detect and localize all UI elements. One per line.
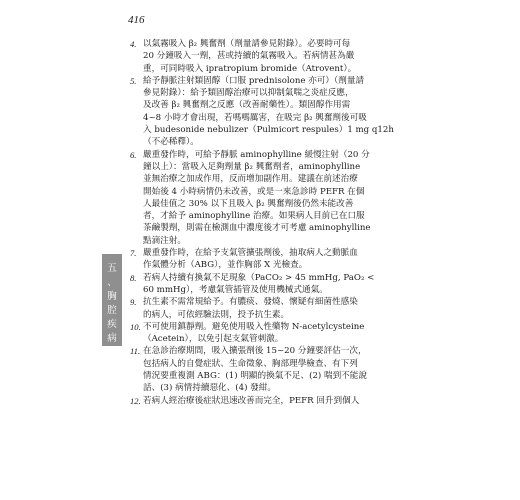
side-tab-char: 、	[107, 277, 117, 288]
item-text	[143, 149, 430, 247]
text-line: 點滴注射。	[143, 235, 186, 246]
side-tab-char: 疾	[107, 319, 117, 330]
list-item	[130, 296, 430, 321]
side-tab-char: 腔	[107, 305, 117, 316]
list-item	[130, 38, 430, 75]
text-line: 者，才給予 aminophylline 治療。如果病人目前已在口服	[143, 211, 365, 222]
text-line: 不可使用鎮靜劑。避免使用吸入性藥物 N-acetylcysteine	[143, 321, 365, 332]
text-line: 20 分鐘吸入一劑，甚或持續的氣霧吸入。若病情甚為嚴	[143, 51, 355, 62]
item-number: 6.	[130, 149, 137, 160]
item-number: 12.	[130, 395, 141, 406]
text-line: 60 mmHg），考慮氣管插管及使用機械式通氣。	[143, 284, 328, 295]
side-tab-char: 胸	[107, 291, 117, 302]
item-text	[143, 247, 430, 272]
text-line: 人最佳值之 30% 以下且吸入 β₂ 興奮劑後仍然未能改善	[143, 198, 354, 209]
text-line: （Acetein），以免引起支氣管刺激。	[143, 334, 284, 345]
side-tab-char: 五	[107, 263, 117, 274]
text-line: 以氣霧吸入 β₂ 興奮劑（劑量請參見附錄）。必要時可每	[143, 39, 351, 49]
list-item	[130, 272, 430, 297]
item-text	[143, 395, 430, 407]
item-number: 11.	[130, 346, 141, 357]
list-item	[130, 321, 430, 346]
text-line: 4~8 小時才會出現，若嗎嗎厲害，在吸完 β₂ 興奮劑後可吸	[143, 112, 367, 123]
item-text	[143, 321, 430, 346]
text-line: 及改善 β₂ 興奮劑之反應（改善耐藥性）。類固醇作用需	[143, 100, 351, 111]
text-line: 話、(3) 病情持續惡化、(4) 發紺。	[143, 383, 276, 394]
item-text	[143, 272, 430, 297]
text-line: 的病人，可依經驗法則，投予抗生素。	[143, 309, 290, 320]
list-item	[130, 395, 430, 407]
text-line: 作氣體分析（ABG），並作胸部 X 光檢查。	[143, 260, 308, 271]
page-number: 416	[128, 14, 145, 26]
text-line: 開始後 4 小時病情仍未改善，或是一來急診時 PEFR 在個	[143, 186, 365, 197]
list-item	[130, 75, 430, 149]
list-item	[130, 149, 430, 247]
list-item	[130, 345, 430, 394]
item-number: 5.	[130, 75, 137, 86]
item-text	[143, 38, 430, 75]
text-line: 參見附錄）：給予類固醇治療可以抑制氣喘之炎症反應，	[143, 88, 354, 99]
text-line: （不必稀釋）。	[143, 137, 199, 148]
text-line: 茶鹼製劑，則需在檢測血中濃度後才可考慮 aminophylline	[143, 223, 371, 234]
text-line: 入 budesonide nebulizer（Pulmicort respules）1 mg q12h	[143, 125, 394, 136]
item-number: 4.	[130, 39, 137, 49]
treatment-list	[130, 38, 430, 407]
text-line: 情況要重複測 ABG：(1) 明顯的換氣不足、(2) 喘到不能說	[143, 371, 367, 382]
text-line: 包括病人的自覺症狀、生命徵象、胸部理學檢查、有下列	[143, 358, 358, 369]
text-line: 鐘以上）：當吸入足夠劑量 β₂ 興奮劑者，aminophylline	[143, 161, 361, 172]
list-item	[130, 247, 430, 272]
chapter-side-tab	[102, 254, 122, 346]
item-text	[143, 345, 430, 394]
text-line: 若病人經治療後症狀迅速改善而完全，PEFR 回升到個人	[143, 395, 360, 406]
text-line: 若病人持續有換氣不足現象（PaCO₂ > 45 mmHg, PaO₂ <	[143, 272, 375, 283]
side-tab-char: 病	[107, 333, 117, 344]
item-text	[143, 75, 430, 149]
text-line: 抗生素不需常規給予。有膿痰、發燒、懷疑有細菌性感染	[143, 297, 358, 308]
item-number: 8.	[130, 272, 137, 283]
item-number: 9.	[130, 297, 137, 308]
item-text	[143, 296, 430, 321]
text-line: 重，可同時吸入 ipratropium bromide（Atrovent）。	[143, 63, 357, 74]
text-line: 嚴重發作時，可給予靜脈 aminophylline 緩慢注射（20 分	[143, 149, 370, 160]
text-line: 在急診治療期間，吸入擴張劑後 15~20 分鐘要評估一次，	[143, 346, 367, 357]
item-number: 10.	[130, 321, 141, 332]
text-line: 並無治療之加成作用，反而增加副作用。建議在前述治療	[143, 174, 358, 185]
text-line: 給予靜脈注射類固醇（口服 prednisolone 亦可）（劑量請	[143, 75, 365, 86]
text-line: 嚴重發作時，在給予支氣管擴張劑後，抽取病人之動脈血	[143, 248, 358, 259]
item-number: 7.	[130, 248, 137, 259]
